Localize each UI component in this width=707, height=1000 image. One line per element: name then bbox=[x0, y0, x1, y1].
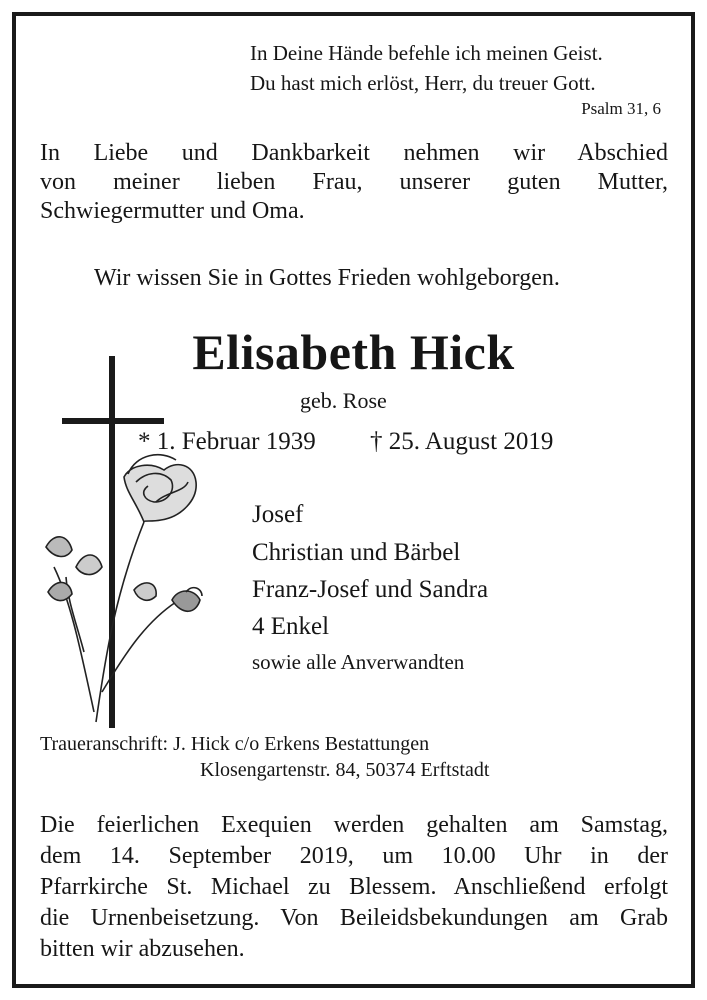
ceremony-line-5: bitten wir abzusehen. bbox=[40, 936, 245, 962]
address-street-line: Klosengartenstr. 84, 50374 Erftstadt bbox=[200, 759, 490, 781]
mourner-1: Josef bbox=[252, 501, 304, 528]
deceased-name: Elisabeth Hick bbox=[192, 324, 515, 380]
cross-icon bbox=[62, 356, 164, 728]
ceremony-line-4: die Urnenbeisetzung. Von Beileidsbekundungen am Grab bbox=[40, 905, 668, 931]
psalm-line-2: Du hast mich erlöst, Herr, du treuer Gott. bbox=[250, 71, 596, 95]
ceremony-paragraph bbox=[40, 810, 668, 965]
psalm-reference: Psalm 31, 6 bbox=[581, 99, 661, 118]
address-label-line: Traueranschrift: J. Hick c/o Erkens Bestattungen bbox=[40, 733, 430, 755]
relatives-line: sowie alle Anverwandten bbox=[252, 650, 465, 674]
birth-date: * 1. Februar 1939 bbox=[138, 428, 316, 455]
maiden-name: geb. Rose bbox=[300, 388, 387, 413]
farewell-line-2: von meiner lieben Frau, unserer guten Mutter, bbox=[40, 169, 668, 195]
mourner-2: Christian und Bärbel bbox=[252, 539, 461, 566]
mourner-4: 4 Enkel bbox=[252, 613, 330, 640]
farewell-line-3: Schwiegermutter und Oma. bbox=[40, 198, 305, 224]
psalm-line-1: In Deine Hände befehle ich meinen Geist. bbox=[250, 41, 603, 65]
ceremony-line-2: dem 14. September 2019, um 10.00 Uhr in der bbox=[40, 843, 668, 869]
ceremony-line-1: Die feierlichen Exequien werden gehalten am Samstag, bbox=[40, 812, 668, 838]
farewell-line-1: In Liebe und Dankbarkeit nehmen wir Abschied bbox=[40, 140, 668, 166]
farewell-paragraph bbox=[40, 139, 668, 226]
faith-line: Wir wissen Sie in Gottes Frieden wohlgeborgen. bbox=[94, 265, 560, 291]
rose-icon bbox=[46, 455, 202, 722]
death-date: † 25. August 2019 bbox=[370, 428, 554, 455]
ceremony-line-3: Pfarrkirche St. Michael zu Blessem. Anschließend erfolgt bbox=[40, 874, 668, 900]
mourner-3: Franz-Josef und Sandra bbox=[252, 576, 489, 603]
cross-rose-illustration bbox=[36, 352, 216, 732]
